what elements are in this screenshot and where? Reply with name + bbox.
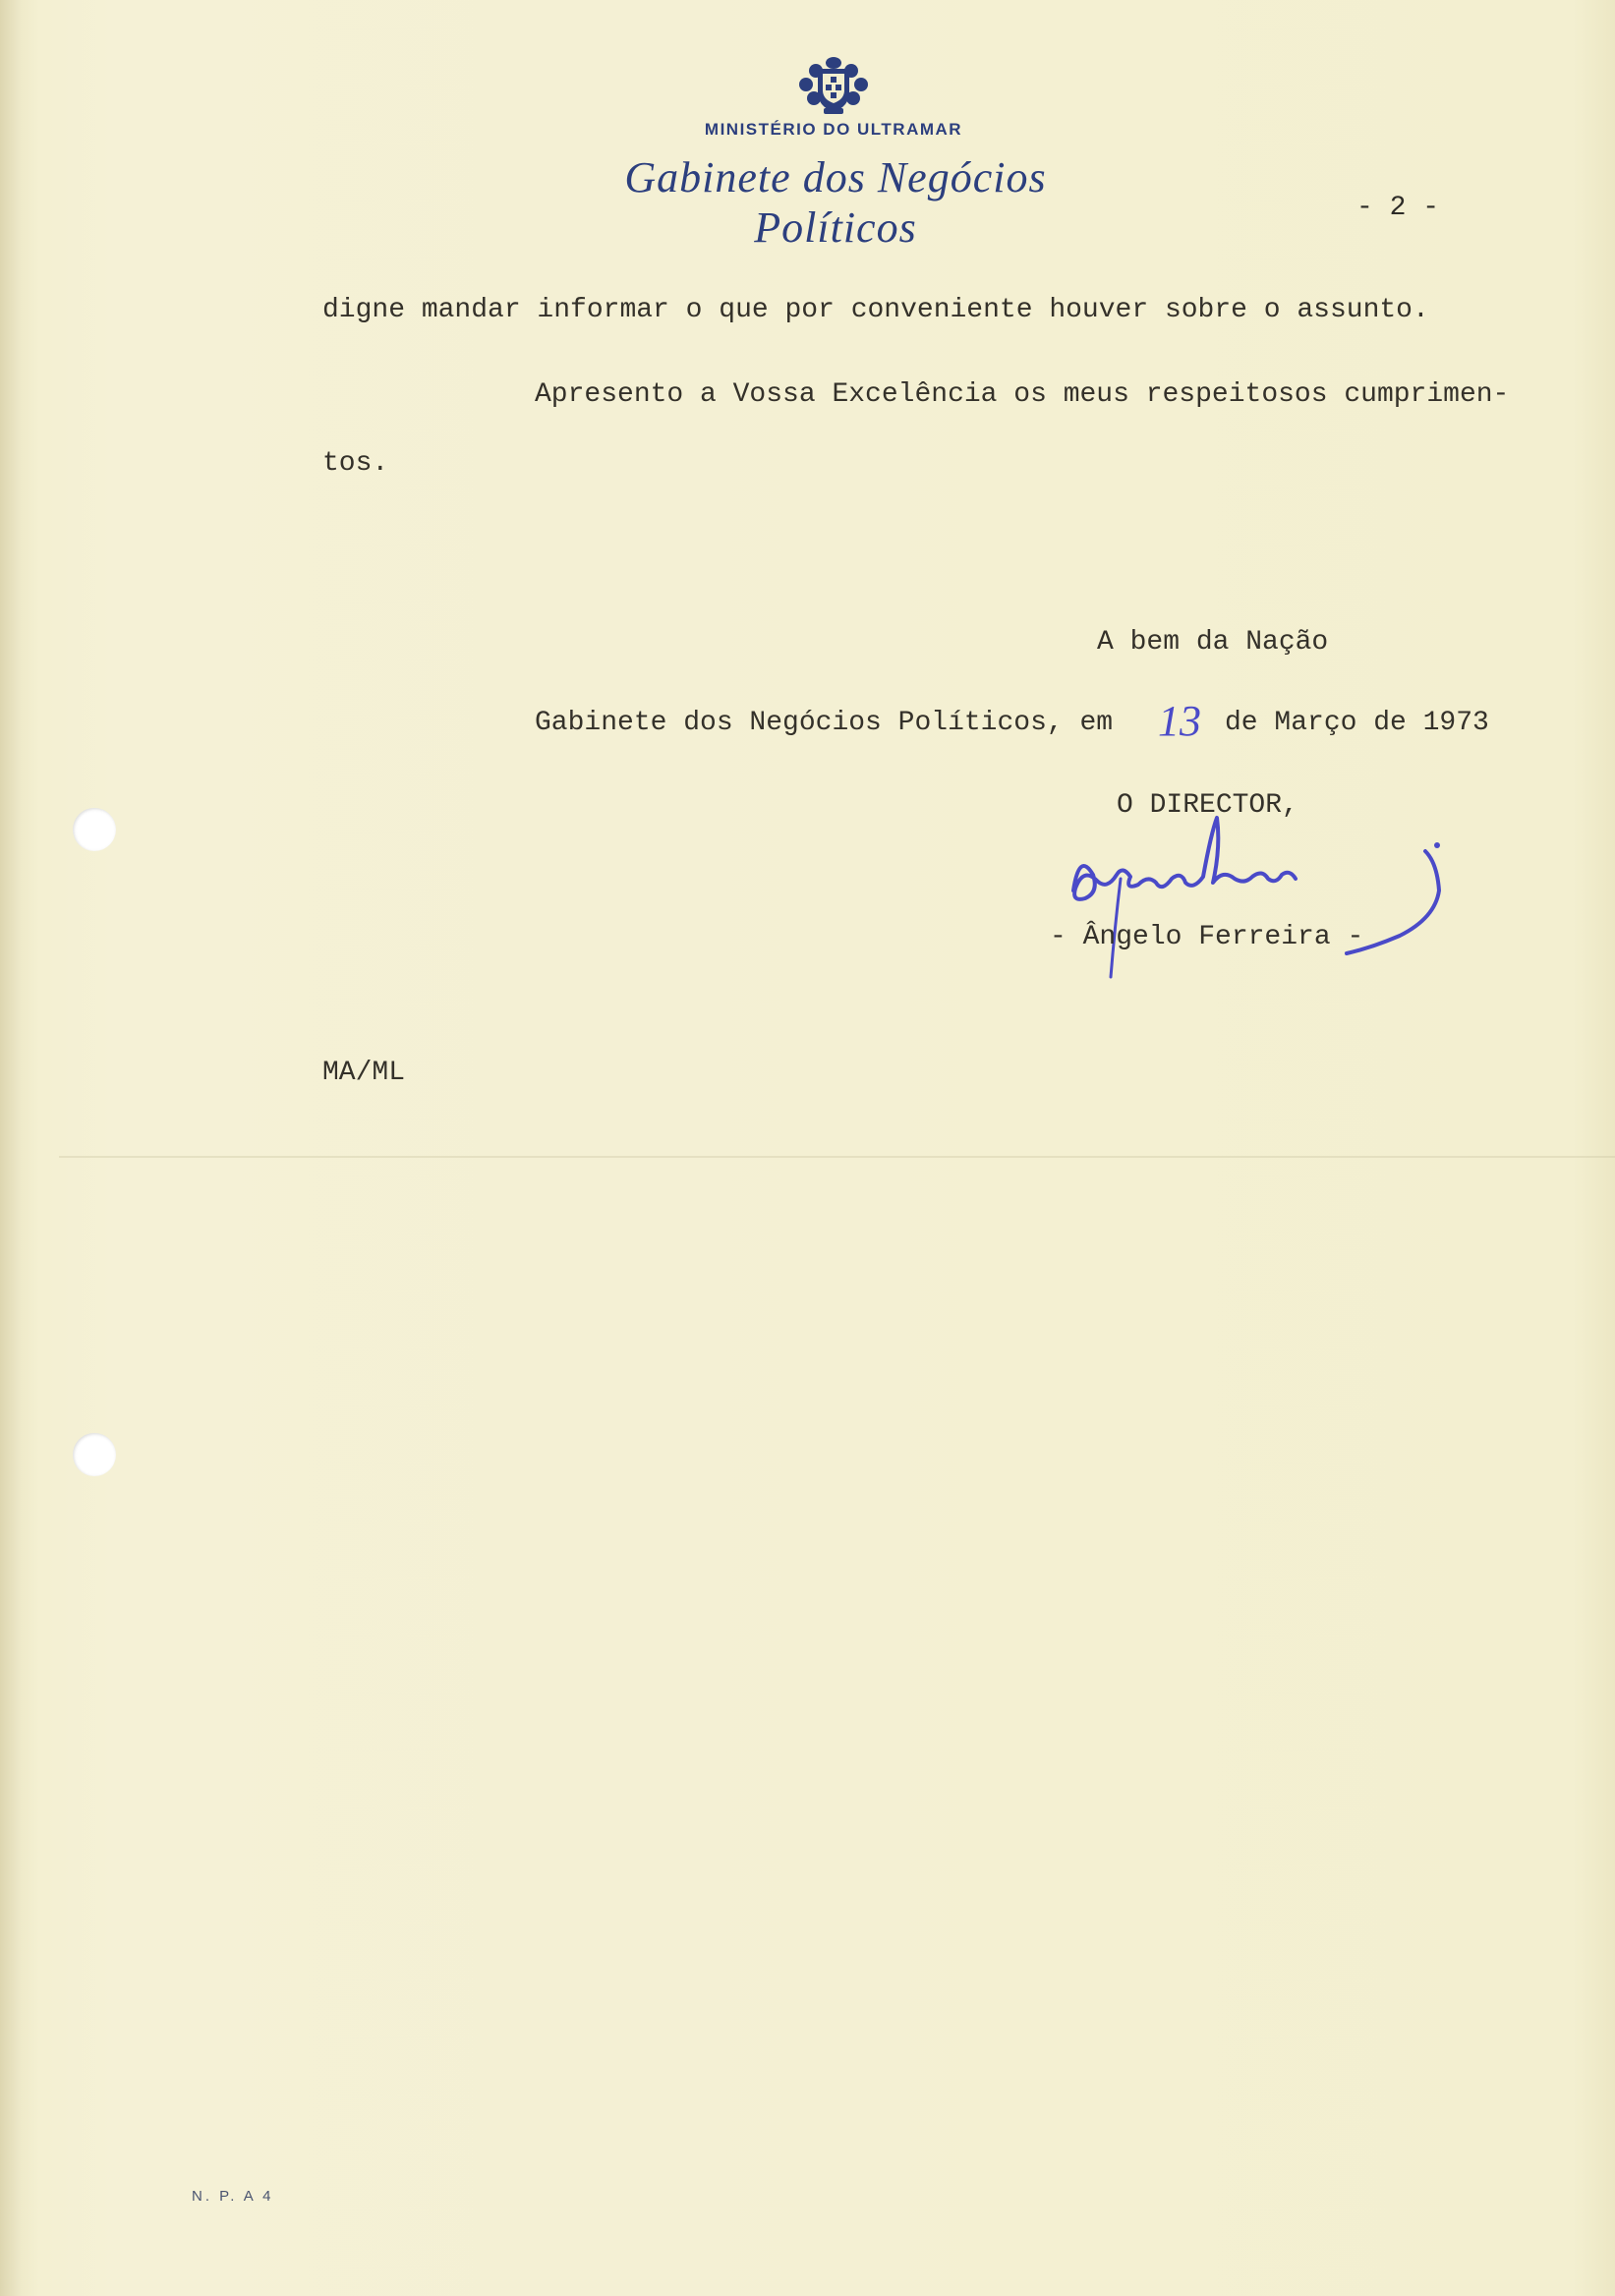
coat-of-arms-icon [794, 55, 873, 116]
body-line-1: digne mandar informar o que por conveniente houver sobre o assunto. [322, 295, 1429, 325]
punch-hole [73, 1433, 116, 1476]
paper-fold-crease [59, 1156, 1615, 1158]
punch-hole [73, 808, 116, 851]
handwritten-day: 13 [1158, 697, 1201, 745]
office-heading: Gabinete dos Negócios Políticos [624, 153, 1047, 252]
body-line-2: Apresento a Vossa Excelência os meus respeitosos cumprimen- [535, 379, 1510, 410]
footer-code: N. P. A 4 [192, 2188, 274, 2205]
place-date-prefix: Gabinete dos Negócios Políticos, em [535, 708, 1114, 738]
ministry-heading: MINISTÉRIO DO ULTRAMAR [704, 120, 963, 139]
handwritten-signature [1062, 806, 1504, 983]
signatory-name: - Ângelo Ferreira - [1050, 922, 1364, 952]
closing-salutation: A bem da Nação [1097, 627, 1329, 658]
paper-edge [0, 0, 22, 2296]
date-suffix: de Março de 1973 [1225, 708, 1489, 738]
reference-initials: MA/ML [322, 1058, 406, 1088]
page-number: - 2 - [1356, 193, 1440, 223]
signatory-title: O DIRECTOR, [1117, 790, 1298, 821]
body-line-3: tos. [322, 448, 389, 479]
